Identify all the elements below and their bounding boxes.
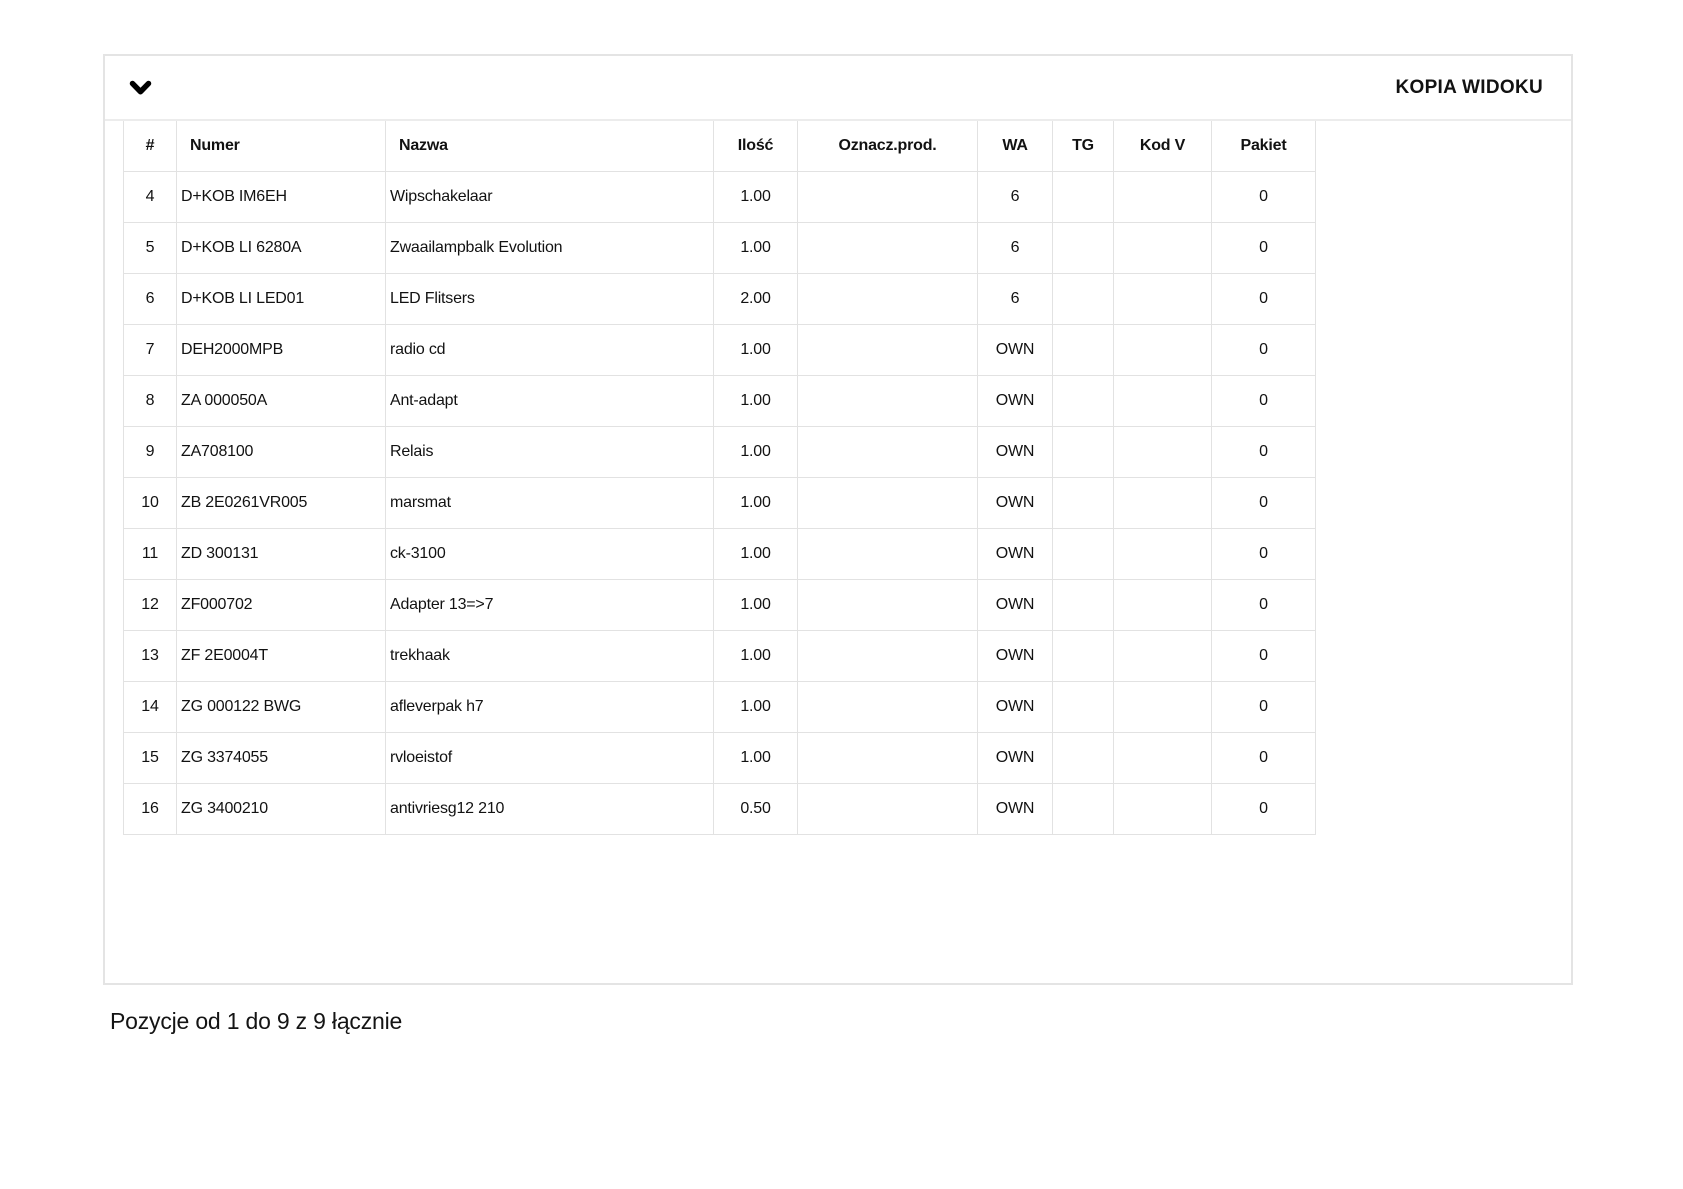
- cell-ilosc: 1.00: [714, 478, 798, 529]
- cell-oznacz_prod: [798, 580, 978, 631]
- cell-nazwa: ck-3100: [386, 529, 714, 580]
- cell-oznacz_prod: [798, 682, 978, 733]
- cell-numer: ZG 3400210: [177, 784, 386, 835]
- column-header-nazwa[interactable]: Nazwa: [386, 121, 714, 172]
- cell-tg: [1053, 172, 1114, 223]
- cell-numer: ZG 3374055: [177, 733, 386, 784]
- cell-numer: ZG 000122 BWG: [177, 682, 386, 733]
- cell-idx: 14: [124, 682, 177, 733]
- table-header-row: [124, 121, 1316, 172]
- cell-wa: OWN: [978, 631, 1053, 682]
- cell-kod_v: [1114, 325, 1212, 376]
- cell-kod_v: [1114, 274, 1212, 325]
- cell-idx: 7: [124, 325, 177, 376]
- table-row[interactable]: [124, 733, 1316, 784]
- cell-oznacz_prod: [798, 274, 978, 325]
- cell-wa: OWN: [978, 376, 1053, 427]
- cell-pakiet: 0: [1212, 223, 1316, 274]
- cell-wa: OWN: [978, 529, 1053, 580]
- cell-kod_v: [1114, 478, 1212, 529]
- cell-kod_v: [1114, 223, 1212, 274]
- cell-ilosc: 1.00: [714, 733, 798, 784]
- cell-numer: DEH2000MPB: [177, 325, 386, 376]
- cell-tg: [1053, 733, 1114, 784]
- column-header-ilosc[interactable]: Ilość: [714, 121, 798, 172]
- table-row[interactable]: [124, 478, 1316, 529]
- cell-wa: OWN: [978, 427, 1053, 478]
- cell-pakiet: 0: [1212, 733, 1316, 784]
- cell-pakiet: 0: [1212, 529, 1316, 580]
- cell-oznacz_prod: [798, 427, 978, 478]
- table-row[interactable]: [124, 172, 1316, 223]
- cell-tg: [1053, 478, 1114, 529]
- cell-oznacz_prod: [798, 733, 978, 784]
- cell-ilosc: 1.00: [714, 325, 798, 376]
- cell-wa: OWN: [978, 478, 1053, 529]
- items-table: [123, 121, 1316, 835]
- cell-wa: OWN: [978, 682, 1053, 733]
- cell-idx: 5: [124, 223, 177, 274]
- cell-wa: OWN: [978, 784, 1053, 835]
- cell-tg: [1053, 631, 1114, 682]
- cell-pakiet: 0: [1212, 427, 1316, 478]
- document-card: [103, 54, 1573, 985]
- cell-nazwa: Zwaailampbalk Evolution: [386, 223, 714, 274]
- cell-wa: OWN: [978, 580, 1053, 631]
- column-header-kod_v[interactable]: Kod V: [1114, 121, 1212, 172]
- cell-tg: [1053, 376, 1114, 427]
- column-header-pakiet[interactable]: Pakiet: [1212, 121, 1316, 172]
- cell-tg: [1053, 274, 1114, 325]
- cell-kod_v: [1114, 172, 1212, 223]
- cell-numer: ZB 2E0261VR005: [177, 478, 386, 529]
- cell-numer: ZF000702: [177, 580, 386, 631]
- cell-wa: 6: [978, 172, 1053, 223]
- cell-numer: D+KOB LI 6280A: [177, 223, 386, 274]
- cell-nazwa: Wipschakelaar: [386, 172, 714, 223]
- cell-oznacz_prod: [798, 223, 978, 274]
- table-row[interactable]: [124, 274, 1316, 325]
- cell-numer: ZA708100: [177, 427, 386, 478]
- cell-tg: [1053, 529, 1114, 580]
- cell-pakiet: 0: [1212, 784, 1316, 835]
- cell-kod_v: [1114, 427, 1212, 478]
- cell-pakiet: 0: [1212, 274, 1316, 325]
- cell-nazwa: afleverpak h7: [386, 682, 714, 733]
- cell-kod_v: [1114, 733, 1212, 784]
- cell-pakiet: 0: [1212, 478, 1316, 529]
- cell-tg: [1053, 580, 1114, 631]
- cell-ilosc: 1.00: [714, 223, 798, 274]
- pagination-summary: Pozycje od 1 do 9 z 9 łącznie: [110, 1008, 403, 1034]
- column-header-oznacz_prod[interactable]: Oznacz.prod.: [798, 121, 978, 172]
- cell-kod_v: [1114, 631, 1212, 682]
- cell-nazwa: marsmat: [386, 478, 714, 529]
- cell-oznacz_prod: [798, 376, 978, 427]
- cell-pakiet: 0: [1212, 376, 1316, 427]
- cell-ilosc: 1.00: [714, 580, 798, 631]
- cell-ilosc: 2.00: [714, 274, 798, 325]
- cell-idx: 13: [124, 631, 177, 682]
- cell-nazwa: rvloeistof: [386, 733, 714, 784]
- cell-tg: [1053, 325, 1114, 376]
- cell-kod_v: [1114, 580, 1212, 631]
- cell-nazwa: Relais: [386, 427, 714, 478]
- cell-wa: OWN: [978, 325, 1053, 376]
- table-row[interactable]: [124, 682, 1316, 733]
- column-header-tg[interactable]: TG: [1053, 121, 1114, 172]
- cell-nazwa: trekhaak: [386, 631, 714, 682]
- cell-tg: [1053, 784, 1114, 835]
- cell-ilosc: 0.50: [714, 784, 798, 835]
- cell-ilosc: 1.00: [714, 631, 798, 682]
- cell-numer: ZD 300131: [177, 529, 386, 580]
- cell-idx: 16: [124, 784, 177, 835]
- cell-ilosc: 1.00: [714, 376, 798, 427]
- chevron-down-icon: [129, 84, 152, 99]
- cell-nazwa: LED Flitsers: [386, 274, 714, 325]
- cell-wa: 6: [978, 274, 1053, 325]
- cell-numer: D+KOB IM6EH: [177, 172, 386, 223]
- cell-oznacz_prod: [798, 529, 978, 580]
- table-row[interactable]: [124, 427, 1316, 478]
- cell-kod_v: [1114, 376, 1212, 427]
- table-row[interactable]: [124, 376, 1316, 427]
- cell-idx: 9: [124, 427, 177, 478]
- cell-idx: 8: [124, 376, 177, 427]
- cell-oznacz_prod: [798, 172, 978, 223]
- cell-oznacz_prod: [798, 784, 978, 835]
- cell-kod_v: [1114, 529, 1212, 580]
- column-header-numer[interactable]: Numer: [177, 121, 386, 172]
- cell-pakiet: 0: [1212, 172, 1316, 223]
- cell-numer: ZA 000050A: [177, 376, 386, 427]
- cell-nazwa: Ant-adapt: [386, 376, 714, 427]
- cell-idx: 6: [124, 274, 177, 325]
- view-copy-label: KOPIA WIDOKU: [1395, 76, 1543, 98]
- cell-nazwa: radio cd: [386, 325, 714, 376]
- cell-pakiet: 0: [1212, 580, 1316, 631]
- cell-idx: 12: [124, 580, 177, 631]
- table-row[interactable]: [124, 784, 1316, 835]
- cell-numer: ZF 2E0004T: [177, 631, 386, 682]
- cell-kod_v: [1114, 784, 1212, 835]
- cell-oznacz_prod: [798, 478, 978, 529]
- cell-ilosc: 1.00: [714, 682, 798, 733]
- toolbar: [105, 56, 1571, 121]
- cell-oznacz_prod: [798, 631, 978, 682]
- cell-ilosc: 1.00: [714, 529, 798, 580]
- cell-idx: 15: [124, 733, 177, 784]
- cell-nazwa: Adapter 13=>7: [386, 580, 714, 631]
- cell-nazwa: antivriesg12 210: [386, 784, 714, 835]
- table-row[interactable]: [124, 223, 1316, 274]
- cell-idx: 4: [124, 172, 177, 223]
- cell-numer: D+KOB LI LED01: [177, 274, 386, 325]
- cell-tg: [1053, 682, 1114, 733]
- table-row[interactable]: [124, 631, 1316, 682]
- cell-tg: [1053, 427, 1114, 478]
- cell-pakiet: 0: [1212, 631, 1316, 682]
- column-header-idx[interactable]: #: [124, 121, 177, 172]
- table-row[interactable]: [124, 325, 1316, 376]
- cell-wa: OWN: [978, 733, 1053, 784]
- cell-kod_v: [1114, 682, 1212, 733]
- cell-ilosc: 1.00: [714, 172, 798, 223]
- cell-idx: 11: [124, 529, 177, 580]
- cell-tg: [1053, 223, 1114, 274]
- cell-pakiet: 0: [1212, 325, 1316, 376]
- cell-pakiet: 0: [1212, 682, 1316, 733]
- cell-wa: 6: [978, 223, 1053, 274]
- column-header-wa[interactable]: WA: [978, 121, 1053, 172]
- cell-oznacz_prod: [798, 325, 978, 376]
- collapse-button[interactable]: [125, 76, 156, 100]
- cell-idx: 10: [124, 478, 177, 529]
- cell-ilosc: 1.00: [714, 427, 798, 478]
- table-row[interactable]: [124, 580, 1316, 631]
- table-row[interactable]: [124, 529, 1316, 580]
